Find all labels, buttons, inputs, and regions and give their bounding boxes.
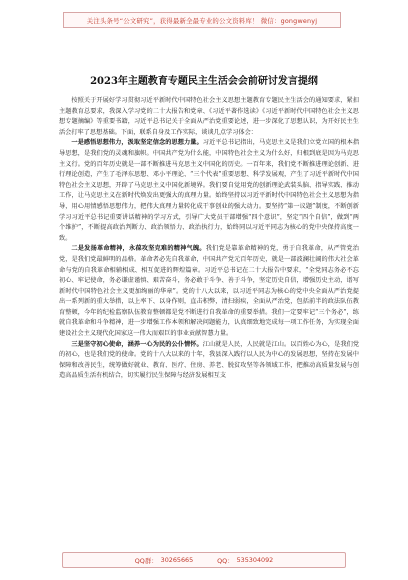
qq-number: 535304092 (236, 555, 274, 564)
qq-info (217, 556, 273, 565)
section-3-heading: 三是坚守初心使命，涵养一心为民的公仆情怀。 (71, 340, 203, 348)
qq-group-label: QQ群： (134, 556, 158, 565)
section-2-paragraph (59, 244, 359, 339)
section-2-heading: 二是发扬革命精神，永葆攻坚克难的精神气魄。 (71, 245, 206, 253)
qq-group-info (135, 556, 193, 565)
section-1-paragraph (59, 138, 359, 244)
section-3-body: 江山就是人民，人民就是江山。以百姓心为心，是我们党的初心，也是我们党的使命。党的十八大以来的十年，我县深入践行以人民为中心的发展思想，坚持在发展中保障和改善民生，统筹做好就业、教育、医疗、住房、养老、脱贫攻坚等各领域工作，把推动高质量发展与创造高品质生活有机结合，切实履行民生保障与经济发展相互支 (59, 340, 360, 380)
contact-footer (62, 552, 346, 568)
section-2-body: 我们党是靠革命精神的党，勇于自我革命，从严管党治党，是我们党最鲜明的品格。革命者必先自我革命，中国共产党元百年历史，就是一部波澜壮阔的伟大社会革命与党的自我革命相辅相成、相互促进的辉煌篇章。习近平总书记在二十大报告中要求，“全党同志务必不忘初心、牢记使命，务必谦虚谨慎、艰苦奋斗，务必敢于斗争、善于斗争，坚定历史自信，增强历史主动，谱写新时代中国特色社会主义更加绚丽的华章”。党的十八大以来，以习近平同志为核心的党中央全面从严治党提出一系列新的重大举措，以上率下、以身作则，直击积弊，清扫弱疾，全面从严治党，包括前半的政法队伍教育整顿，今年的纪检监察队伍教育整顿都是党不断进行自我革命的重要举措。我们一定要牢记“三个务必”，练就自我革命和斗争精神，进一步增强工作本领和解决问题能力，认真细致地完成每一项工作任务，为实现全面建设社会主义现代化国家这一伟大而艰巨的事业贡献智慧力量。 (59, 245, 360, 338)
qq-label: QQ： (217, 556, 234, 565)
section-1-body: 习近平总书记指出，马克思主义是我们立党立国的根本指导思想，是我们党的灵魂和旗帜。中国共产党为什么能，中国特色社会主义为什么好，归根到底是因为马克思主义行。党的百年历史就是一部不断推进马克思主义中国化的历史。一百年来，我们党不断推进理论创新、进行理论创造，产生了毛泽东思想、邓小平理论、“三个代表”重要思想、科学发展观，产生了习近平新时代中国特色社会主义思想，开辟了马克思主义中国化新境界。我们要自觉用党的创新理论武装头脑、指导实践、推动工作，让马克思主义在新时代焕发出更强大的真理力量。始终坚持以习近平新时代中国特色社会主义思想为指导，用心用情感悟思想伟力，把伟大真理力量转化成干事创业的强大动力。要坚持“第一议题”制度，不断创新学习习近平总书记重要讲话精神的学习方式，引导广大党员干部增强“四个意识”，坚定“四个自信”，做到“两个维护”，不断提高政治判断力、政治领悟力、政治执行力，始终同以习近平同志为核心的党中央保持高度一致。 (59, 139, 360, 242)
section-3-paragraph (59, 340, 359, 382)
intro-paragraph: 按照关于开展好学习贯彻习近平新时代中国特色社会主义思想主题教育专题民主生活会的通知要求，紧扣主题教育总要求，我深入学习党的二十大报告和党章、《习近平著作选读》《习近平新时代中国特色社会主义思想专题摘编》等重要书籍，习近平总书记关于全面从严治党重要论述，进一步深化了思想认识，为开好民主生活会打牢了思想基础。下面，联系自身及工作实际，谈谈几点学习体会： (59, 97, 359, 136)
promo-banner-text: 关注头条号“公文研究”，获得最新全最专业的公文资料库！ 微信：gongwenyj (86, 16, 318, 25)
document-title: 2023年主题教育专题民主生活会会前研讨发言提纲 (90, 76, 318, 87)
document-body (59, 96, 359, 382)
promo-banner (63, 12, 341, 28)
qq-group-number: 30265665 (160, 555, 194, 564)
section-1-heading: 一是感悟思想伟力，汲取坚定信念的思想力量。 (71, 139, 203, 147)
